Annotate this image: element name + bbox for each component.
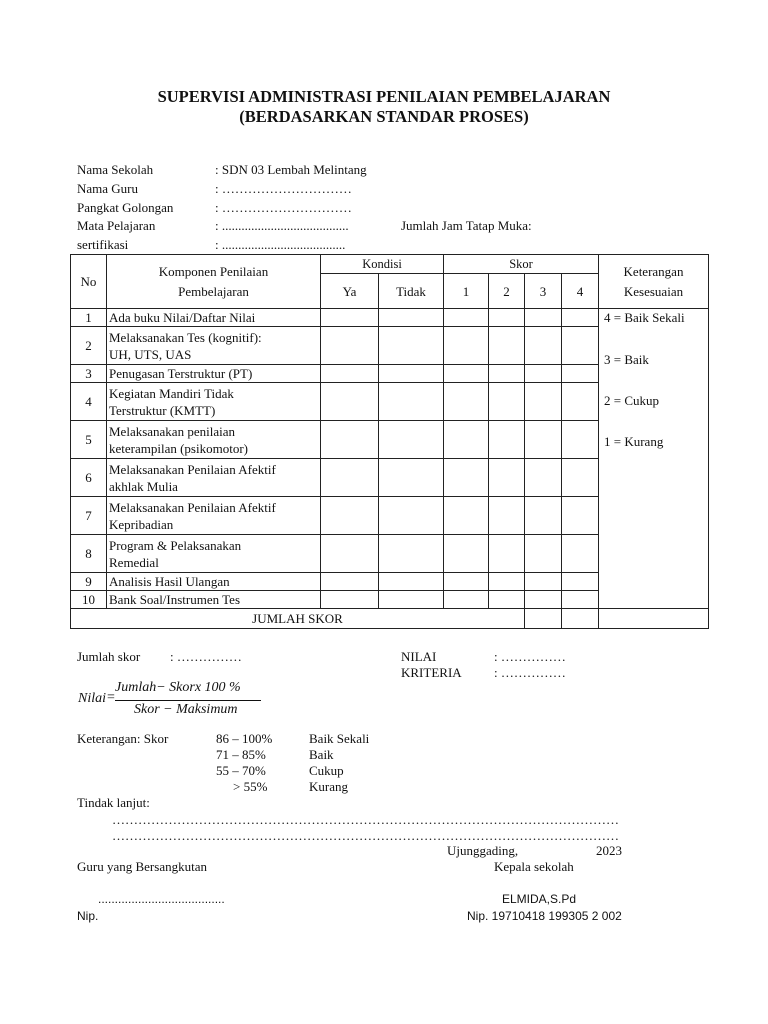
cell-ya[interactable] bbox=[321, 497, 379, 535]
cell-tidak[interactable] bbox=[379, 365, 444, 383]
pangkat-value: : ………………………… bbox=[215, 200, 352, 215]
range-cukup: 55 – 70% bbox=[216, 763, 266, 778]
legend-baik: 3 = Baik bbox=[604, 352, 649, 367]
cell-skor-3[interactable] bbox=[525, 327, 562, 365]
cell-skor-1[interactable] bbox=[444, 497, 489, 535]
legend-kurang: 1 = Kurang bbox=[604, 434, 664, 449]
kriteria-label: KRITERIA bbox=[401, 665, 462, 680]
cell-ya[interactable] bbox=[321, 309, 379, 327]
guru-name-placeholder: ...................................... bbox=[98, 892, 225, 906]
jumlah-skor-cell-3[interactable] bbox=[525, 609, 562, 629]
legend-cukup: 2 = Cukup bbox=[604, 393, 660, 408]
mapel-value: : ....................................... bbox=[215, 218, 349, 233]
header-kondisi: Kondisi bbox=[321, 255, 444, 274]
range-baik-sekali: 86 – 100% bbox=[216, 731, 273, 746]
header-skor: Skor bbox=[444, 255, 599, 274]
cell-skor-4[interactable] bbox=[562, 497, 599, 535]
cell-skor-3[interactable] bbox=[525, 459, 562, 497]
cell-skor-3[interactable] bbox=[525, 497, 562, 535]
jumlah-skor-summary-label: Jumlah skor bbox=[77, 649, 141, 664]
tindak-lanjut-line-1[interactable]: ……………………………………………………………………………………………………… bbox=[112, 812, 619, 827]
header-komponen-line1: Komponen Penilaian bbox=[158, 263, 269, 279]
row-no: 5 bbox=[71, 421, 107, 459]
kepala-signature-label: Kepala sekolah bbox=[494, 859, 574, 874]
formula-fraction-bar bbox=[115, 700, 261, 701]
range-baik: 71 – 85% bbox=[216, 747, 266, 762]
cell-skor-3[interactable] bbox=[525, 535, 562, 573]
row-komponen-line2: UH, UTS, UAS bbox=[109, 346, 192, 362]
jam-tatap-muka-label: Jumlah Jam Tatap Muka: bbox=[401, 218, 532, 233]
cell-tidak[interactable] bbox=[379, 497, 444, 535]
cell-tidak[interactable] bbox=[379, 535, 444, 573]
row-komponen bbox=[107, 383, 321, 421]
row-komponen-line2: keterampilan (psikomotor) bbox=[109, 440, 248, 456]
cell-skor-4[interactable] bbox=[562, 535, 599, 573]
mapel-label: Mata Pelajaran bbox=[77, 218, 156, 233]
header-skor-3: 3 bbox=[525, 274, 562, 309]
sertifikasi-label: sertifikasi bbox=[77, 237, 129, 252]
header-tidak: Tidak bbox=[379, 274, 444, 309]
cell-skor-3[interactable] bbox=[525, 573, 562, 591]
row-no: 1 bbox=[71, 309, 107, 327]
range-baik-label: Baik bbox=[309, 747, 334, 762]
nama-guru-label: Nama Guru bbox=[77, 181, 139, 196]
row-komponen bbox=[107, 535, 321, 573]
table-row bbox=[71, 309, 709, 327]
cell-skor-4[interactable] bbox=[562, 421, 599, 459]
cell-tidak[interactable] bbox=[379, 573, 444, 591]
cell-skor-1[interactable] bbox=[444, 573, 489, 591]
row-no: 6 bbox=[71, 459, 107, 497]
jumlah-skor-label: JUMLAH SKOR bbox=[71, 609, 525, 629]
pangkat-label: Pangkat Golongan bbox=[77, 200, 174, 215]
kriteria-value: : …………… bbox=[494, 665, 566, 680]
cell-skor-2[interactable] bbox=[489, 459, 525, 497]
cell-skor-2[interactable] bbox=[489, 573, 525, 591]
cell-skor-3[interactable] bbox=[525, 383, 562, 421]
row-komponen-line1: Melaksanakan Penilaian Afektif bbox=[109, 499, 276, 515]
cell-ya[interactable] bbox=[321, 573, 379, 591]
signature-year: 2023 bbox=[596, 843, 622, 858]
row-komponen-line1: Melaksanakan Tes (kognitif): bbox=[109, 329, 262, 345]
cell-skor-3[interactable] bbox=[525, 309, 562, 327]
sertifikasi-value: : ...................................... bbox=[215, 237, 346, 252]
cell-tidak[interactable] bbox=[379, 591, 444, 609]
row-komponen-line1: Melaksanakan Penilaian Afektif bbox=[109, 461, 276, 477]
assessment-table bbox=[70, 254, 709, 629]
cell-skor-1[interactable] bbox=[444, 591, 489, 609]
range-kurang-label: Kurang bbox=[309, 779, 348, 794]
legend-baik-sekali: 4 = Baik Sekali bbox=[604, 310, 685, 325]
row-komponen bbox=[107, 421, 321, 459]
nama-guru-value: : ………………………… bbox=[215, 181, 352, 196]
guru-signature-label: Guru yang Bersangkutan bbox=[77, 859, 207, 874]
cell-skor-3[interactable] bbox=[525, 365, 562, 383]
range-baik-sekali-label: Baik Sekali bbox=[309, 731, 370, 746]
range-kurang: > 55% bbox=[233, 779, 268, 794]
cell-skor-4[interactable] bbox=[562, 459, 599, 497]
document-title: SUPERVISI ADMINISTRASI PENILAIAN PEMBELAJARAN bbox=[157, 87, 611, 106]
cell-ya[interactable] bbox=[321, 535, 379, 573]
header-skor-1: 1 bbox=[444, 274, 489, 309]
header-no: No bbox=[71, 255, 107, 309]
cell-skor-2[interactable] bbox=[489, 327, 525, 365]
nama-sekolah-label: Nama Sekolah bbox=[77, 162, 154, 177]
row-komponen: Ada buku Nilai/Daftar Nilai bbox=[107, 309, 321, 327]
row-komponen: Penugasan Terstruktur (PT) bbox=[107, 365, 321, 383]
cell-tidak[interactable] bbox=[379, 327, 444, 365]
row-no: 4 bbox=[71, 383, 107, 421]
row-komponen bbox=[107, 497, 321, 535]
cell-skor-1[interactable] bbox=[444, 383, 489, 421]
cell-skor-2[interactable] bbox=[489, 309, 525, 327]
cell-skor-3[interactable] bbox=[525, 421, 562, 459]
jumlah-skor-keterangan[interactable] bbox=[599, 609, 709, 629]
row-komponen-line1: Kegiatan Mandiri Tidak bbox=[109, 385, 234, 401]
formula-equals: = bbox=[107, 690, 115, 705]
cell-skor-2[interactable] bbox=[489, 497, 525, 535]
cell-skor-1[interactable] bbox=[444, 421, 489, 459]
header-keterangan bbox=[599, 255, 709, 309]
header-keterangan-line1: Keterangan bbox=[623, 263, 684, 279]
cell-tidak[interactable] bbox=[379, 309, 444, 327]
formula-lhs: Nilai bbox=[78, 691, 107, 706]
cell-skor-1[interactable] bbox=[444, 365, 489, 383]
kepala-nip: Nip. 19710418 199305 2 002 bbox=[467, 909, 622, 923]
cell-skor-4[interactable] bbox=[562, 591, 599, 609]
header-skor-2: 2 bbox=[489, 274, 525, 309]
row-komponen bbox=[107, 459, 321, 497]
cell-ya[interactable] bbox=[321, 459, 379, 497]
cell-skor-4[interactable] bbox=[562, 327, 599, 365]
tindak-lanjut-label: Tindak lanjut: bbox=[77, 795, 150, 810]
cell-ya[interactable] bbox=[321, 383, 379, 421]
range-cukup-label: Cukup bbox=[309, 763, 344, 778]
cell-skor-2[interactable] bbox=[489, 383, 525, 421]
row-komponen: Bank Soal/Instrumen Tes bbox=[107, 591, 321, 609]
cell-skor-2[interactable] bbox=[489, 421, 525, 459]
header-ya: Ya bbox=[321, 274, 379, 309]
row-no: 8 bbox=[71, 535, 107, 573]
header-komponen-line2: Pembelajaran bbox=[178, 283, 249, 299]
cell-skor-2[interactable] bbox=[489, 591, 525, 609]
nama-sekolah-value: : SDN 03 Lembah Melintang bbox=[215, 162, 367, 177]
cell-skor-1[interactable] bbox=[444, 327, 489, 365]
kepala-name: ELMIDA,S.Pd bbox=[502, 892, 577, 906]
nilai-value: : …………… bbox=[494, 649, 566, 664]
cell-skor-1[interactable] bbox=[444, 309, 489, 327]
cell-skor-4[interactable] bbox=[562, 365, 599, 383]
cell-skor-2[interactable] bbox=[489, 535, 525, 573]
row-no: 9 bbox=[71, 573, 107, 591]
row-no: 2 bbox=[71, 327, 107, 365]
jumlah-skor-cell-4[interactable] bbox=[562, 609, 599, 629]
cell-skor-4[interactable] bbox=[562, 309, 599, 327]
row-komponen: Analisis Hasil Ulangan bbox=[107, 573, 321, 591]
header-skor-4: 4 bbox=[562, 274, 599, 309]
nilai-label: NILAI bbox=[401, 649, 437, 664]
cell-ya[interactable] bbox=[321, 591, 379, 609]
document-subtitle: (BERDASARKAN STANDAR PROSES) bbox=[239, 107, 529, 126]
formula-denominator: Skor − Maksimum bbox=[134, 702, 238, 717]
cell-ya[interactable] bbox=[321, 365, 379, 383]
keterangan-skor-label: Keterangan: Skor bbox=[77, 731, 169, 746]
row-komponen-line2: Terstruktur (KMTT) bbox=[109, 402, 216, 418]
row-komponen-line2: Kepribadian bbox=[109, 516, 174, 532]
row-komponen-line2: Remedial bbox=[109, 554, 159, 570]
cell-skor-4[interactable] bbox=[562, 383, 599, 421]
row-no: 3 bbox=[71, 365, 107, 383]
row-komponen-line2: akhlak Mulia bbox=[109, 478, 178, 494]
legend-cell bbox=[599, 309, 709, 609]
cell-skor-1[interactable] bbox=[444, 459, 489, 497]
row-komponen-line1: Melaksanakan penilaian bbox=[109, 423, 235, 439]
row-no: 10 bbox=[71, 591, 107, 609]
header-komponen bbox=[107, 255, 321, 309]
cell-skor-1[interactable] bbox=[444, 535, 489, 573]
cell-skor-2[interactable] bbox=[489, 365, 525, 383]
cell-ya[interactable] bbox=[321, 327, 379, 365]
signature-place: Ujunggading, bbox=[447, 843, 519, 858]
jumlah-skor-row bbox=[71, 609, 709, 629]
cell-ya[interactable] bbox=[321, 421, 379, 459]
tindak-lanjut-line-2[interactable]: ……………………………………………………………………………………………………… bbox=[112, 828, 619, 843]
jumlah-skor-summary-value: : …………… bbox=[170, 649, 242, 664]
cell-skor-3[interactable] bbox=[525, 591, 562, 609]
formula-numerator: Jumlah− Skorx 100 % bbox=[115, 680, 241, 695]
guru-nip: Nip. bbox=[77, 909, 99, 923]
cell-tidak[interactable] bbox=[379, 459, 444, 497]
cell-tidak[interactable] bbox=[379, 421, 444, 459]
row-komponen bbox=[107, 327, 321, 365]
header-keterangan-line2: Kesesuaian bbox=[623, 283, 684, 299]
cell-skor-4[interactable] bbox=[562, 573, 599, 591]
cell-tidak[interactable] bbox=[379, 383, 444, 421]
row-no: 7 bbox=[71, 497, 107, 535]
row-komponen-line1: Program & Pelaksanakan bbox=[109, 537, 242, 553]
